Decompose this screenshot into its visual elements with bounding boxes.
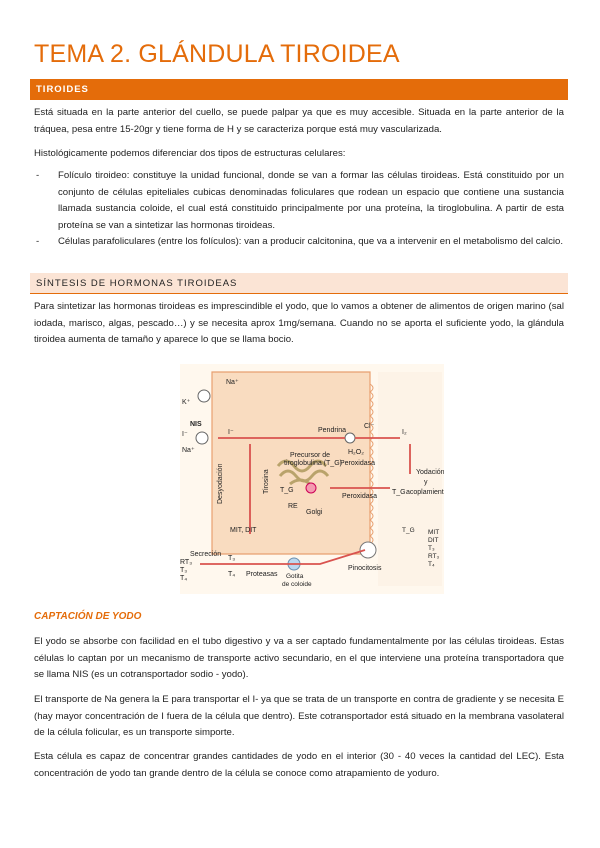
label: K⁺ xyxy=(182,399,191,406)
label: MIT, DIT xyxy=(230,527,257,534)
label: T₄ xyxy=(180,575,188,582)
label: Pendrina xyxy=(318,427,347,434)
paragraph-iodine-absorption: El yodo se absorbe con facilidad en el tubo digestivo y va a ser captado fundamentalmente por las células tiroideas. Estas células lo captan por un mecanismo de transporte activo secundario, en el que interviene una proteína transportadora que se llama NIS (es un cotransportador sodio - yodo). xyxy=(34,636,564,680)
paragraph-histology: Histológicamente podemos diferenciar dos tipos de estructuras celulares: xyxy=(34,148,346,159)
label: MIT xyxy=(428,529,440,536)
label: Peroxidasa xyxy=(340,460,376,467)
label: Tirosina xyxy=(263,469,270,494)
label: RE xyxy=(288,503,298,510)
label: DIT xyxy=(428,537,439,544)
label: T₄ xyxy=(228,571,236,578)
paragraph-iodide-trapping: Esta célula es capaz de concentrar grandes cantidades de yodo en el interior (30 - 40 veces la cantidad del LEC). Esta concentración de yodo tan grande dentro de la célula se conoce como atrapamiento de yoduro. xyxy=(34,751,564,779)
label: tiroglobulina (T_G) xyxy=(284,460,342,467)
label: Cl⁻ xyxy=(364,423,375,430)
list-item: - Células parafoliculares (entre los folículos): van a producir calcitonina, que va a intervenir en el metabolismo del calcio. xyxy=(36,236,563,247)
label: T₃ xyxy=(228,555,236,562)
subheading-captacion: CAPTACIÓN DE YODO xyxy=(34,611,142,622)
list-item-text: Células parafoliculares (entre los folículos): van a producir calcitonina, que va a intervenir en el metabolismo del calcio. xyxy=(58,236,563,247)
paragraph-intro: Está situada en la parte anterior del cuello, se puede palpar ya que es muy accesible. Situada en la parte anterior de la tráquea, pesa entre 15-20gr y tiene forma de H y se caracteriza porque está muy vascularizada. xyxy=(34,107,564,135)
label: T₃ xyxy=(428,545,435,552)
label: I⁻ xyxy=(228,429,234,436)
label: Precursor de xyxy=(290,452,331,459)
tg-vesicle xyxy=(306,483,316,493)
label: Golgi xyxy=(306,509,323,516)
label: de coloide xyxy=(282,581,312,588)
label: Proteasas xyxy=(246,571,278,578)
label: acoplamiento xyxy=(406,489,444,496)
label: I⁻ xyxy=(182,431,188,438)
paragraph-synthesis: Para sintetizar las hormonas tiroideas es imprescindible el yodo, que lo vamos a obtener de alimentos de origen marino (sal iodada, marisco, algas, pescado…) y se necesita aprox 1mg/semana. Cuando no se aporta el suficiente yodo, la glándula tiroidea aumenta de tamaño y aparece lo que se llama bocio. xyxy=(34,301,564,345)
label: Gotita xyxy=(286,573,304,580)
section-header-tiroides: TIROIDES xyxy=(30,79,568,100)
label: T_G xyxy=(392,489,406,496)
thyroid-cell-diagram xyxy=(180,364,444,594)
label: T₃ xyxy=(180,567,188,574)
pendrin-transporter xyxy=(345,433,355,443)
list-item-text: Folículo tiroideo: constituye la unidad funcional, donde se van a formar las células tiroideas. Está constituido por un conjunto de células epiteliales cubicas denominadas foliculares que rodean un espacio que contiene una sustancia llamada sustancia coloide, el cual está constituido principalmente por una proteína, la tiroglobulina. A partir de esta proteína se van a sintetizar las hormonas tiroideas. xyxy=(58,170,564,231)
label: Yodación xyxy=(416,469,444,476)
label: Desyodación xyxy=(217,463,224,504)
label: I₂ xyxy=(402,429,407,436)
label: H₂O₂ xyxy=(348,449,364,456)
list-item: - Folículo tiroideo: constituye la unidad funcional, donde se van a formar las células tiroideas. Está constituido por un conjunto de células epiteliales cubicas denominadas foliculares que rodean un espacio que contiene una sustancia llamada sustancia coloide, el cual está constituido principalmente por una proteína, la tiroglobulina. A partir de esta proteína se van a sintetizar las hormonas tiroideas. xyxy=(36,170,564,231)
nis-transporter xyxy=(196,432,208,444)
label: T₄ xyxy=(428,561,435,568)
paragraph-na-transport: El transporte de Na genera la E para transportar el I- ya que se trata de un transporte en contra de gradiente y se necesita E (hay mayor concentración de I fuera de la célula que dentro). Este cotransportador está situado en la membrana vasolateral de la célula folicular, es un transporte simporte. xyxy=(34,694,564,738)
label: y xyxy=(424,479,428,486)
section-header-sintesis: SÍNTESIS DE HORMONAS TIROIDEAS xyxy=(30,273,568,294)
label: Na⁺ xyxy=(182,447,195,454)
label: T_G xyxy=(280,487,294,494)
label: RT₃ xyxy=(428,553,440,560)
label: Pinocitosis xyxy=(348,565,382,572)
label: Secreción xyxy=(190,551,222,558)
label: Peroxidasa xyxy=(342,493,378,500)
label: T_G xyxy=(402,527,415,534)
label: RT₃ xyxy=(180,559,193,566)
label: NIS xyxy=(190,421,202,428)
page-title: TEMA 2. GLÁNDULA TIROIDEA xyxy=(34,40,400,68)
label: Na⁺ xyxy=(226,379,239,386)
na-k-pump xyxy=(198,390,210,402)
